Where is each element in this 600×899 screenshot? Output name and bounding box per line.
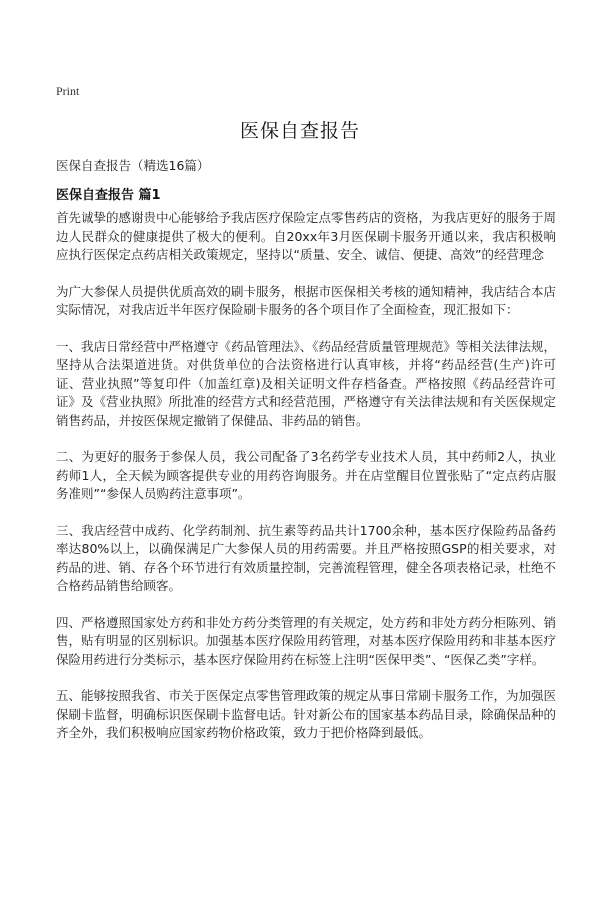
section-heading: 医保自查报告 篇1 [56, 188, 161, 203]
print-label: Print [56, 84, 80, 98]
document-subtitle: 医保自查报告（精选16篇） [56, 158, 210, 173]
paragraph-intro: 首先诚挚的感谢贵中心能够给予我店医疗保险定点零售药店的资格，为我店更好的服务于周边人民群众的健康提供了极大的便利。自20xx年3月医保刷卡服务开通以来，我店积极响应执行医保定点药店相关政策规定，坚持以“质量、安全、诚信、便捷、高效”的经营理念 [56, 210, 557, 262]
paragraph-summary: 为广大参保人员提供优质高效的刷卡服务，根据市医保相关考核的通知精神，我店结合本店实际情况，对我店近半年医疗保险刷卡服务的各个项目作了全面检查，现汇报如下： [56, 283, 557, 317]
paragraph-item-4: 四、严格遵照国家处方药和非处方药分类管理的有关规定，处方药和非处方药分柜陈列、销售，贴有明显的区别标识。加强基本医疗保险用药管理，对基本医疗保险用药和非基本医疗保险用药进行分类标示，基本医疗保险用药在标签上注明“医保甲类”、“医保乙类”字样。 [56, 614, 557, 667]
paragraph-item-2: 二、为更好的服务于参保人员，我公司配备了3名药学专业技术人员，其中药师2人，执业药师1人，全天候为顾客提供专业的用药咨询服务。并在店堂醒目位置张贴了“定点药店服务准则”“参保人员购药注意事项”。 [56, 449, 556, 501]
report-body [56, 209, 556, 761]
paragraph-item-1: 一、我店日常经营中严格遵守《药品管理法》、《药品经营质量管理规范》等相关法律法规，坚持从合法渠道进货。对供货单位的合法资格进行认真审核，并将“药品经营(生产)许可证、营业执照”等复印件（加盖红章)及相关证明文件存档备查。严格按照《药品经营许可证》及《营业执照》所批准的经营方式和经营范围，严格遵守有关法律法规和有关医保规定销售药品，并按医保规定撤销了保健品、非药品的销售。 [56, 338, 557, 428]
page-title: 医保自查报告 [239, 120, 360, 142]
paragraph-item-3: 三、我店经营中成药、化学药制剂、抗生素等药品共计1700余种，基本医疗保险药品备药率达80%以上，以确保满足广大参保人员的用药需要。并且严格按照GSP的相关要求，对药品的进、销、存各个环节进行有效质量控制，完善流程管理，健全各项表格记录，杜绝不合格药品销售给顾客。 [56, 522, 557, 593]
paragraph-item-5: 五、能够按照我省、市关于医保定点零售管理政策的规定从事日常刷卡服务工作，为加强医保刷卡监督，明确标识医保刷卡监督电话。针对新公布的国家基本药品目录，除确保品种的齐全外，我们积极响应国家药物价格政策，致力于把价格降到最低。 [56, 688, 557, 740]
